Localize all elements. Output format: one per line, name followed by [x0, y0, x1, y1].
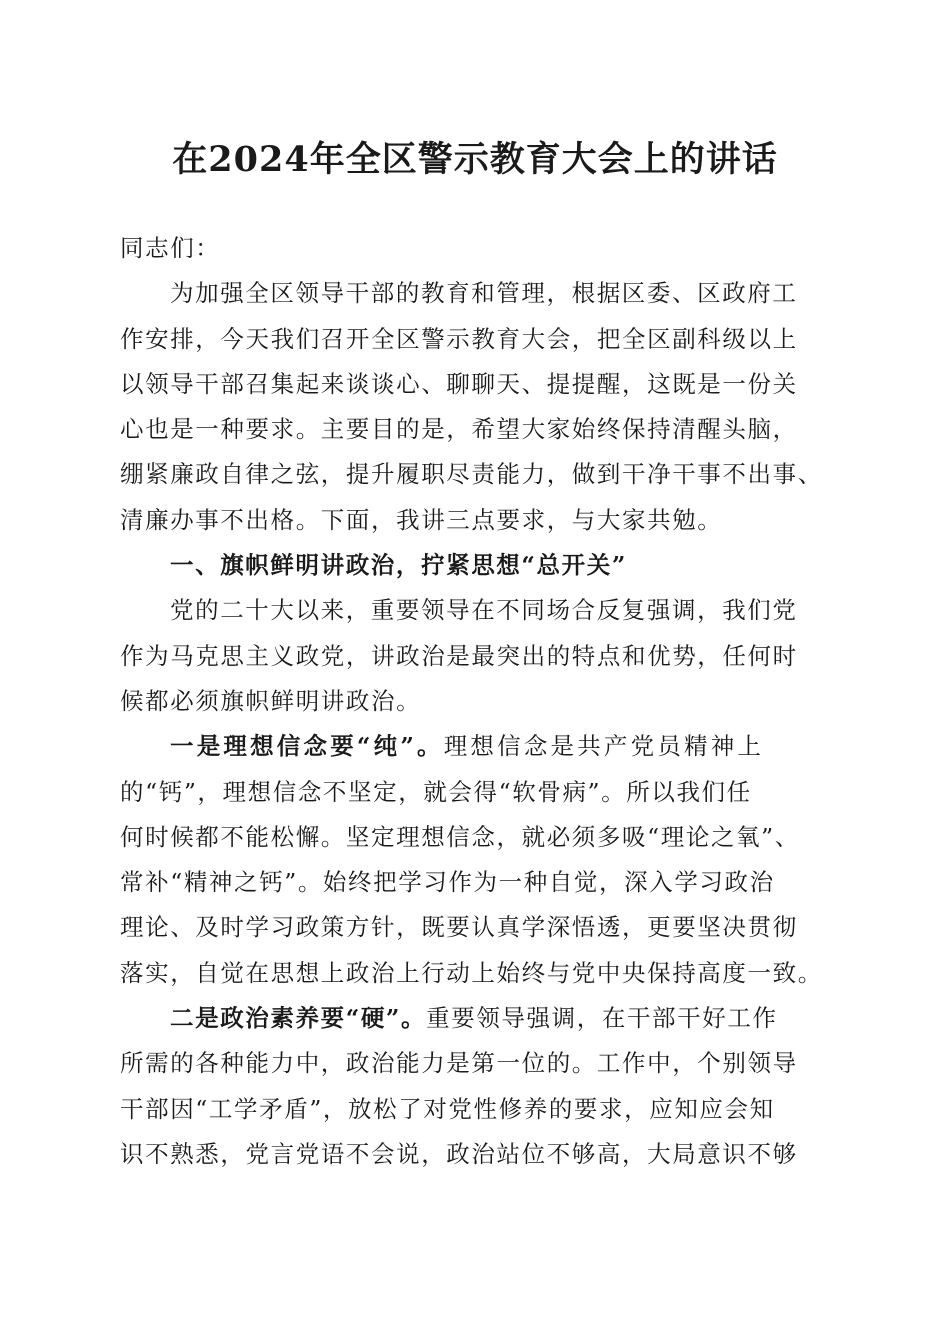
- paragraph-line: 干部因“工学矛盾”，放松了对党性修养的要求，应知应会知: [120, 1094, 775, 1123]
- point-paragraph-first-line: [120, 996, 835, 1041]
- paragraph-line: 落实，自觉在思想上政治上行动上始终与党中央保持高度一致。: [120, 958, 823, 987]
- paragraph-line: 以领导干部召集起来谈谈心、聊聊天、提提醒，这既是一份关: [120, 369, 798, 398]
- paragraph-line: 绷紧廉政自律之弦，提升履职尽责能力，做到干净干事不出事、: [120, 460, 823, 489]
- point-lead: 一是理想信念要“纯”。: [170, 732, 444, 761]
- paragraph-line: 作安排，今天我们召开全区警示教育大会，把全区副科级以上: [120, 324, 798, 353]
- document-body: [120, 226, 835, 1177]
- paragraph-line: 常补“精神之钙”。始终把学习作为一种自觉，深入学习政治: [120, 868, 775, 897]
- point-text: 重要领导强调，在干部干好工作: [426, 1004, 778, 1033]
- paragraph-line: 为加强全区领导干部的教育和管理，根据区委、区政府工: [170, 279, 798, 308]
- paragraph-line: 何时候都不能松懈。坚定理想信念，就必须多吸“理论之氧”、: [120, 822, 800, 851]
- paragraph-line: 作为马克思主义政党，讲政治是最突出的特点和优势，任何时: [120, 641, 798, 670]
- paragraph-line: 党的二十大以来，重要领导在不同场合反复强调，我们党: [170, 596, 798, 625]
- paragraph-line: 所需的各种能力中，政治能力是第一位的。工作中，个别领导: [120, 1049, 798, 1078]
- point-paragraph-first-line: [120, 724, 835, 769]
- paragraph-line: 清廉办事不出格。下面，我讲三点要求，与大家共勉。: [120, 505, 723, 534]
- point-text: 理想信念是共产党员精神上: [443, 732, 765, 761]
- salutation: 同志们：: [120, 234, 221, 262]
- paragraph-line: 的“钙”，理想信念不坚定，就会得“软骨病”。所以我们任: [120, 777, 752, 806]
- paragraph-line: 候都必须旗帜鲜明讲政治。: [120, 686, 422, 715]
- section-heading: 一、旗帜鲜明讲政治，拧紧思想“总开关”: [170, 551, 627, 580]
- paragraph-line: 理论、及时学习政策方针，既要认真学深悟透，更要坚决贯彻: [120, 913, 798, 942]
- paragraph-line: 识不熟悉，党言党语不会说，政治站位不够高，大局意识不够: [120, 1139, 798, 1168]
- document-title: 在2024年全区警示教育大会上的讲话: [172, 139, 778, 180]
- point-lead: 二是政治素养要“硬”。: [170, 1004, 427, 1033]
- paragraph-line: 心也是一种要求。主要目的是，希望大家始终保持清醒头脑，: [120, 415, 798, 444]
